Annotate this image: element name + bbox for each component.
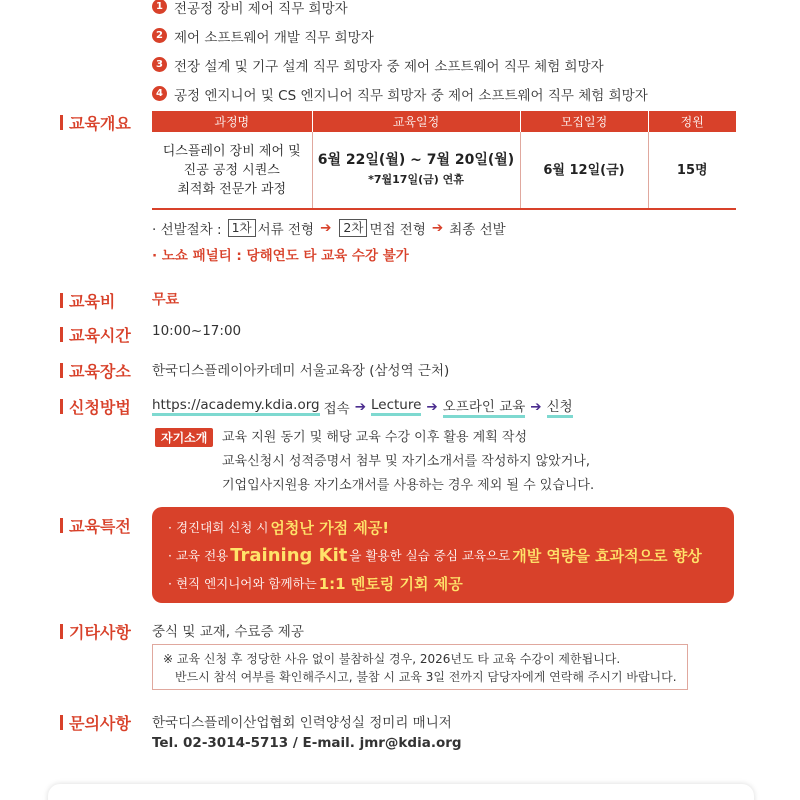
benefit-item	[168, 513, 718, 541]
procedure-prefix: · 선발절차 :	[152, 222, 222, 238]
table-row	[152, 132, 736, 209]
notice-line: 반드시 참석 여부를 확인해주시고, 불참 시 교육 3일 전까지 담당자에게 연락해 주시기 바랍니다.	[175, 670, 677, 684]
selection-procedure	[152, 218, 506, 238]
benefit-item	[168, 541, 718, 569]
column-header: 모집일정	[520, 111, 648, 132]
time-value: 10:00~17:00	[152, 323, 242, 339]
notice-box	[152, 644, 688, 690]
benefit-item	[168, 569, 718, 597]
course-name-line: 진공 공정 시퀀스	[183, 162, 280, 178]
column-header: 정원	[648, 111, 736, 132]
section-label-etc: 기타사항	[60, 620, 131, 643]
column-header: 과정명	[152, 111, 312, 132]
step-box: 1차	[228, 219, 256, 237]
etc-value: 중식 및 교재, 수료증 제공	[152, 624, 304, 640]
contact-line: 한국디스플레이산업협회 인력양성실 정미리 매니저	[152, 715, 452, 731]
arrow-right-icon: ➔	[354, 398, 366, 415]
no-show-penalty: · 노쇼 패널티 : 당해연도 타 교육 수강 불가	[152, 248, 409, 264]
capacity-cell: 15명	[648, 132, 736, 209]
benefit-text: · 교육 전용	[168, 548, 229, 563]
section-label-place: 교육장소	[60, 359, 131, 382]
target-text: 제어 소프트웨어 개발 직무 희망자	[174, 29, 374, 46]
target-item	[152, 21, 772, 50]
benefits-box	[152, 507, 734, 603]
schedule-text: 6월 22일(월) ~ 7월 20일(월)	[317, 152, 515, 168]
contact-line: Tel. 02-3014-5713 / E-mail. jmr@kdia.org	[152, 735, 462, 751]
target-text: 공정 엔지니어 및 CS 엔지니어 직무 희망자 중 제어 소프트웨어 직무 체험 희망자	[174, 87, 648, 104]
arrow-right-icon: ➔	[431, 220, 444, 236]
step-box: 2차	[339, 219, 367, 237]
self-intro-line: 교육 지원 동기 및 해당 교육 수강 이후 활용 계획 작성	[222, 430, 528, 445]
step-text: 최종 선발	[449, 222, 506, 238]
target-item	[152, 79, 772, 108]
target-item	[152, 0, 772, 21]
place-value: 한국디스플레이아카데미 서울교육장 (삼성역 근처)	[152, 363, 450, 379]
course-name-line: 최적화 전문가 과정	[177, 181, 287, 197]
number-badge: 1	[152, 0, 167, 14]
apply-step-submit: 신청	[547, 395, 573, 418]
section-label-overview: 교육개요	[60, 111, 131, 134]
self-intro-line: 기업입사지원용 자기소개서를 사용하는 경우 제외 될 수 있습니다.	[222, 478, 595, 493]
course-table	[152, 111, 736, 210]
step-text: 면접 전형	[369, 222, 426, 238]
apply-connect-text: 접속	[323, 400, 350, 417]
section-label-time: 교육시간	[60, 323, 131, 346]
course-name-cell	[152, 132, 312, 209]
arrow-right-icon: ➔	[320, 220, 332, 236]
notice-line: ※ 교육 신청 후 정당한 사유 없이 불참하실 경우, 2026년도 타 교육 수강이 제한됩니다.	[163, 652, 621, 666]
section-label-benefits: 교육특전	[60, 514, 131, 537]
bottom-card	[48, 784, 754, 800]
benefit-text: · 현직 엔지니어와 함께하는	[168, 576, 317, 591]
benefit-highlight: 엄청난 가점 제공!	[270, 518, 390, 537]
self-intro-text	[222, 426, 594, 498]
column-header: 교육일정	[312, 111, 520, 132]
recruit-cell: 6월 12일(금)	[520, 132, 648, 209]
section-label-fee: 교육비	[60, 289, 115, 312]
section-label-contact: 문의사항	[60, 711, 131, 734]
apply-url-link[interactable]: https://academy.kdia.org	[152, 397, 320, 416]
benefit-highlight: 1:1 멘토링 기회 제공	[318, 574, 463, 593]
target-item	[152, 50, 772, 79]
step-text: 서류 전형	[257, 222, 315, 238]
arrow-right-icon: ➔	[426, 398, 438, 415]
number-badge: 3	[152, 57, 167, 72]
number-badge: 2	[152, 28, 167, 43]
apply-step-lecture: Lecture	[371, 397, 421, 416]
schedule-cell	[312, 132, 520, 209]
self-intro-line: 교육신청시 성적증명서 첨부 및 자기소개서를 작성하지 않았거나,	[222, 454, 590, 469]
benefit-text: · 경진대회 신청 시	[168, 520, 269, 535]
self-intro-badge: 자기소개	[155, 428, 213, 447]
arrow-right-icon: ➔	[530, 398, 542, 415]
apply-step-offline: 오프라인 교육	[443, 395, 526, 418]
fee-value: 무료	[152, 292, 180, 308]
benefit-text: 을 활용한 실습 중심 교육으로	[349, 548, 511, 563]
table-header-row	[152, 111, 736, 132]
section-label-apply: 신청방법	[60, 395, 131, 418]
benefit-highlight: 개발 역량을 효과적으로 향상	[512, 546, 702, 565]
benefit-highlight: Training Kit	[230, 544, 348, 566]
apply-steps	[152, 395, 573, 418]
course-name-line: 디스플레이 장비 제어 및	[162, 143, 301, 159]
schedule-note: *7월17일(금) 연휴	[368, 173, 464, 186]
number-badge: 4	[152, 86, 167, 101]
target-text: 전공정 장비 제어 직무 희망자	[174, 0, 348, 17]
target-list	[152, 0, 772, 108]
target-text: 전장 설계 및 기구 설계 직무 희망자 중 제어 소프트웨어 직무 체험 희망자	[174, 58, 604, 75]
